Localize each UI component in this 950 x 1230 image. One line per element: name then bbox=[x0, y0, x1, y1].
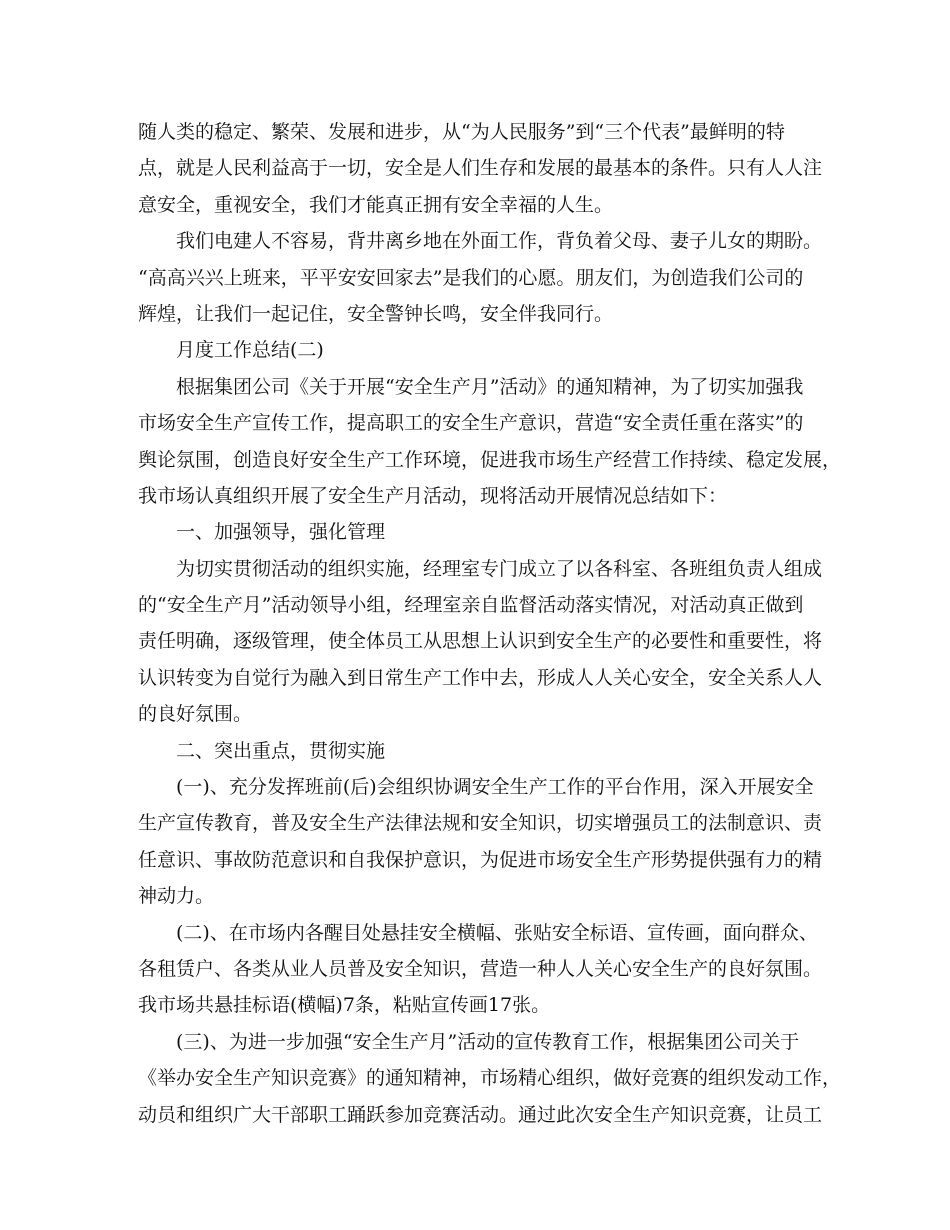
body-line: 点，就是人民利益高于一切，安全是人们生存和发展的最基本的条件。只有人人注 bbox=[138, 157, 823, 180]
section-heading: 二、突出重点，贯彻实施 bbox=[176, 739, 386, 762]
body-line: 我市场认真组织开展了安全生产月活动，现将活动开展情况总结如下： bbox=[138, 484, 728, 507]
paragraph-first-line: 为切实贯彻活动的组织实施，经理室专门成立了以各科室、各班组负责人组成 bbox=[176, 557, 823, 580]
body-line: 我市场共悬挂标语(横幅)7条，粘贴宣传画17张。 bbox=[138, 994, 551, 1017]
body-line: 的“安全生产月”活动领导小组，经理室亲自监督活动落实情况，对活动真正做到 bbox=[138, 594, 804, 617]
body-line: 认识转变为自觉行为融入到日常生产工作中去，形成人人关心安全，安全关系人人 bbox=[138, 666, 823, 689]
body-line: 市场安全生产宣传工作，提高职工的安全生产意识，营造“安全责任重在落实”的 bbox=[138, 412, 804, 435]
body-line: 《举办安全生产知识竞赛》的通知精神，市场精心组织，做好竞赛的组织发动工作， bbox=[138, 1067, 842, 1090]
paragraph-first-line: 我们电建人不容易，背井离乡地在外面工作，背负着父母、妻子儿女的期盼。 bbox=[176, 230, 823, 253]
body-line: 各租赁户、各类从业人员普及安全知识，营造一种人人关心安全生产的良好氛围。 bbox=[138, 957, 823, 980]
body-line: 神动力。 bbox=[138, 885, 215, 908]
paragraph-first-line: (一)、充分发挥班前(后)会组织协调安全生产工作的平台作用，深入开展安全 bbox=[176, 776, 814, 799]
body-line: “高高兴兴上班来，平平安安回家去”是我们的心愿。朋友们，为创造我们公司的 bbox=[138, 266, 804, 289]
body-line: 舆论氛围，创造良好安全生产工作环境，促进我市场生产经营工作持续、稳定发展， bbox=[138, 448, 842, 471]
document-body bbox=[138, 114, 842, 1133]
section-heading: 一、加强领导，强化管理 bbox=[176, 521, 386, 544]
body-line: 的良好氛围。 bbox=[138, 703, 253, 726]
body-line: 辉煌，让我们一起记住，安全警钟长鸣，安全伴我同行。 bbox=[138, 302, 614, 325]
body-line: 动员和组织广大干部职工踊跃参加竞赛活动。通过此次安全生产知识竞赛，让员工 bbox=[138, 1103, 823, 1126]
body-line: 随人类的稳定、繁荣、发展和进步，从“为人民服务”到“三个代表”最鲜明的特 bbox=[138, 121, 785, 143]
paragraph-first-line: (三)、为进一步加强“安全生产月”活动的宣传教育工作，根据集团公司关于 bbox=[176, 1030, 800, 1053]
body-line: 责任明确，逐级管理，使全体员工从思想上认识到安全生产的必要性和重要性，将 bbox=[138, 630, 823, 653]
paragraph-first-line: (二)、在市场内各醒目处悬挂安全横幅、张贴安全标语、宣传画，面向群众、 bbox=[176, 921, 818, 944]
body-line: 意安全，重视安全，我们才能真正拥有安全幸福的人生。 bbox=[138, 193, 614, 216]
section-title: 月度工作总结(二) bbox=[176, 339, 324, 362]
paragraph-first-line: 根据集团公司《关于开展“安全生产月”活动》的通知精神，为了切实加强我 bbox=[176, 375, 804, 398]
body-line: 生产宣传教育，普及安全生产法律法规和安全知识，切实增强员工的法制意识、责 bbox=[138, 812, 823, 835]
body-line: 任意识、事故防范意识和自我保护意识，为促进市场安全生产形势提供强有力的精 bbox=[138, 848, 823, 871]
